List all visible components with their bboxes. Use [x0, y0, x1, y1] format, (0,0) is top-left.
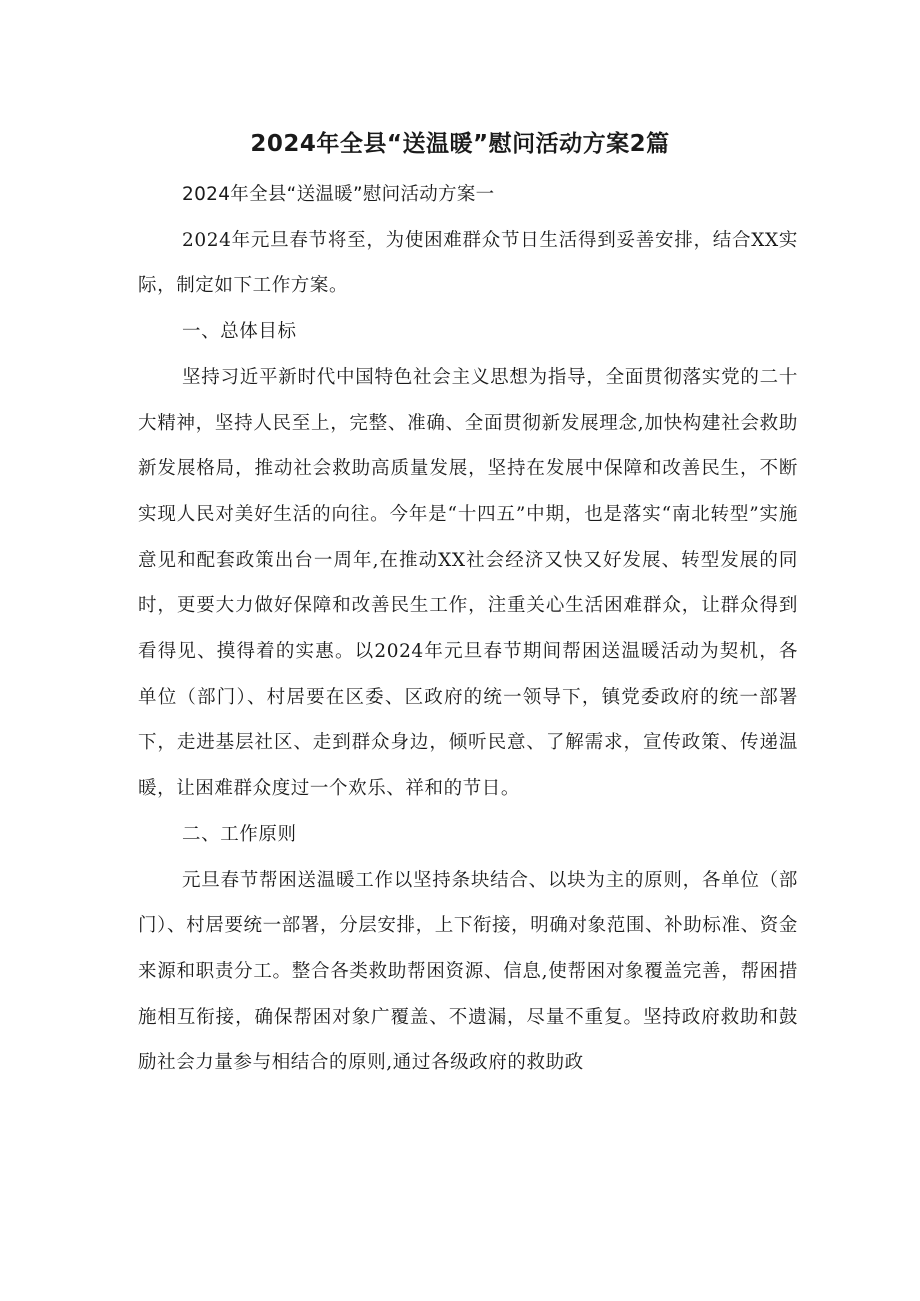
overall-goal-paragraph: 坚持习近平新时代中国特色社会主义思想为指导，全面贯彻落实党的二十大精神，坚持人民至上，完整、准确、全面贯彻新发展理念,加快构建社会救助新发展格局，推动社会救助高质量发展，坚持在发展中保障和改善民生，不断实现人民对美好生活的向往。今年是“十四五”中期，也是落实“南北转型”实施意见和配套政策出台一周年,在推动XX社会经济又快又好发展、转型发展的同时，更要大力做好保障和改善民生工作，注重关心生活困难群众，让群众得到看得见、摸得着的实惠。以2024年元旦春节期间帮困送温暖活动为契机，各单位（部门）、村居要在区委、区政府的统一领导下，镇党委政府的统一部署下，走进基层社区、走到群众身边，倾听民意、了解需求，宣传政策、传递温暖，让困难群众度过一个欢乐、祥和的节日。 — [138, 366, 798, 800]
intro-paragraph: 2024年元旦春节将至，为使困难群众节日生活得到妥善安排，结合XX实际，制定如下工作方案。 — [138, 229, 798, 297]
section-subtitle: 2024年全县“送温暖”慰问活动方案一 — [182, 184, 495, 205]
work-principles-paragraph: 元旦春节帮困送温暖工作以坚持条块结合、以块为主的原则，各单位（部门）、村居要统一部署，分层安排，上下衔接，明确对象范围、补助标准、资金来源和职责分工。整合各类救助帮困资源、信息,使帮困对象覆盖完善，帮困措施相互衔接，确保帮困对象广覆盖、不遗漏，尽量不重复。坚持政府救助和鼓励社会力量参与相结合的原则,通过各级政府的救助政 — [138, 869, 798, 1074]
document-title: 2024年全县“送温暖”慰问活动方案2篇 — [250, 131, 670, 157]
heading-work-principles: 二、工作原则 — [182, 823, 297, 845]
heading-overall-goal: 一、总体目标 — [182, 321, 297, 343]
document-body — [138, 172, 798, 1086]
